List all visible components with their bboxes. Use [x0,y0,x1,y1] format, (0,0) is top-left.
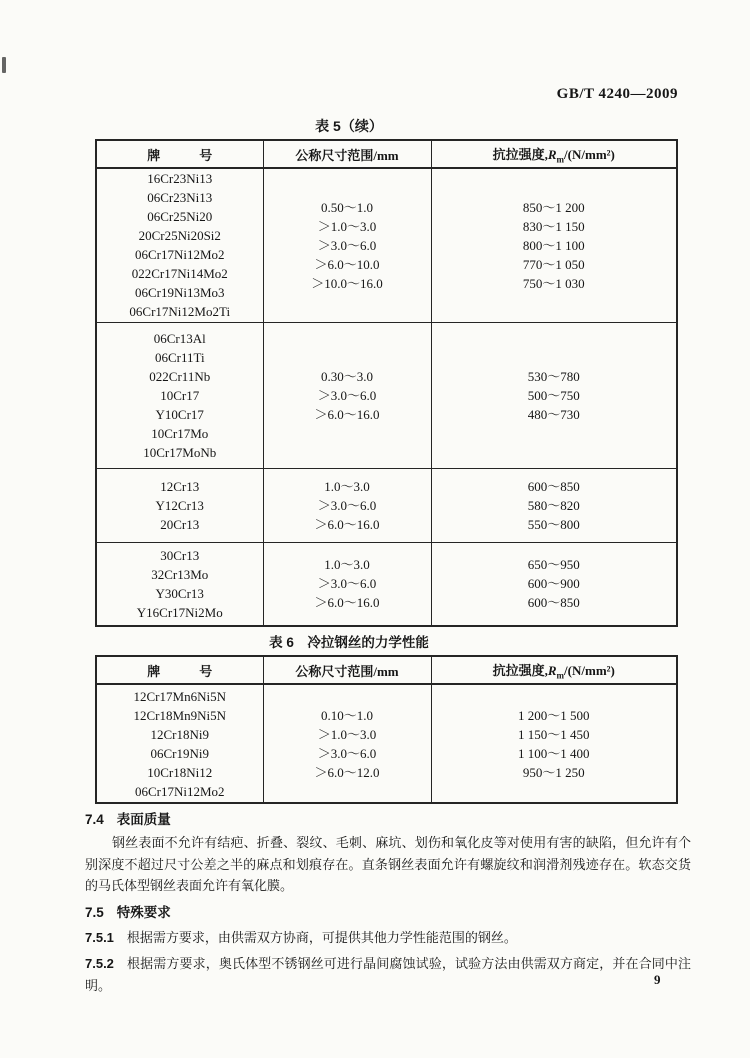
strength-range: 530～780 [527,368,580,384]
text-sections [85,811,691,996]
grade-name: 10Cr17MoNb [143,444,217,460]
page-content [85,116,691,996]
strength-range: 600～850 [527,478,580,494]
grade-name: 20Cr25Ni20Si2 [138,228,221,244]
grade-name: 20Cr13 [160,516,200,532]
strength-column-header [431,656,677,684]
grade-name: 30Cr13 [160,547,200,563]
size-column-header: 公称尺寸范围/mm [263,656,431,684]
size-range: ＞1.0～3.0 [317,218,377,234]
size-range: ＞3.0～6.0 [317,237,377,253]
grade-group-row [96,322,677,468]
strength-range: 480～730 [527,406,580,422]
scan-artifact-mark [2,57,6,73]
grade-name: 12Cr18Ni9 [150,726,209,742]
grade-name: 06Cr19Ni9 [150,745,209,761]
strength-range: 800～1 100 [522,237,585,253]
size-range: ＞3.0～6.0 [317,576,377,592]
grade-name-cell [96,168,263,322]
strength-range-cell [431,684,677,803]
size-range: ＞6.0～16.0 [314,516,380,532]
table6 [95,655,678,804]
strength-header-suffix: /(N/mm²) [564,662,615,678]
grade-name: 022Cr11Nb [149,368,211,384]
size-range: ＞6.0～16.0 [314,595,380,611]
strength-header-prefix: 抗拉强度, [492,146,548,162]
strength-range: 550～800 [527,516,580,532]
section-7-4-paragraph: 钢丝表面不允许有结疤、折叠、裂纹、毛刺、麻坑、划伤和氧化皮等对使用有害的缺陷，但允许有个别深度不超过尺寸公差之半的麻点和划痕存在。直条钢丝表面允许有螺旋纹和润滑剂残迹存在。软态交货的马氏体型钢丝表面允许有氧化膜。 [85,835,691,893]
section-number: 7.4 [85,812,104,827]
grade-column-header: 牌 号 [96,140,263,168]
section-7-5-heading [85,904,691,922]
strength-range: 1 200～1 500 [517,707,590,723]
grade-name: 06Cr25Ni20 [147,209,213,225]
size-range-cell [263,684,431,803]
strength-header-suffix: /(N/mm²) [564,146,615,162]
strength-range-cell [431,168,677,322]
size-range: ＞3.0～6.0 [317,387,377,403]
grade-name: 10Cr17Mo [151,425,209,441]
strength-range: 770～1 050 [522,256,585,272]
size-range-cell [263,468,431,542]
table5-body [96,168,677,626]
grade-name: 12Cr17Mn6Ni5N [133,688,226,704]
grade-name: 12Cr18Mn9Ni5N [133,707,226,723]
standard-code: GB/T 4240—2009 [556,86,678,102]
grade-name: 06Cr19Ni13Mo3 [134,285,225,301]
size-range-cell [263,542,431,626]
size-range: ＞3.0～6.0 [317,497,377,513]
grade-name: 10Cr18Ni12 [147,764,213,780]
clause-number: 7.5.1 [85,929,114,945]
strength-range: 950～1 250 [522,764,585,780]
grade-group-row [96,542,677,626]
table6-header-row [96,656,677,684]
strength-range-cell [431,542,677,626]
grade-name: 16Cr23Ni13 [147,171,213,187]
grade-group-row [96,168,677,322]
grade-name: 06Cr23Ni13 [147,190,213,206]
strength-range: 500～750 [527,387,580,403]
strength-range: 850～1 200 [522,199,585,215]
grade-group-row [96,684,677,803]
size-range: ＞6.0～10.0 [314,256,380,272]
grade-name: 06Cr11Ti [154,349,205,365]
strength-range-cell [431,322,677,468]
grade-column-header: 牌 号 [96,656,263,684]
size-range: ＞6.0～12.0 [314,764,380,780]
section-7-4-heading [85,811,691,829]
strength-range: 1 150～1 450 [517,726,590,742]
size-range: ＞10.0～16.0 [311,275,383,291]
strength-range: 600～850 [527,595,580,611]
strength-symbol: R [547,662,557,678]
size-range: 1.0～3.0 [324,478,370,494]
strength-symbol: R [547,146,557,162]
table6-body [96,684,677,803]
size-range: 0.10～1.0 [320,707,373,723]
size-range: 1.0～3.0 [324,557,370,573]
grade-name: Y30Cr13 [155,585,204,601]
grade-name: Y10Cr17 [155,406,204,422]
clause-text: 根据需方要求，奥氏体型不锈钢丝可进行晶间腐蚀试验，试验方法由供需双方商定，并在合同中注明。 [85,956,691,993]
grade-name-cell [96,542,263,626]
strength-range-cell [431,468,677,542]
size-range-cell [263,322,431,468]
grade-name: Y16Cr17Ni2Mo [136,604,223,620]
grade-name: 06Cr13Al [153,330,206,346]
grade-name: 022Cr17Ni14Mo2 [131,266,228,282]
page-number: 9 [654,972,661,987]
table5-header-row [96,140,677,168]
clause-7-5-1 [85,927,691,949]
size-range: 0.30～3.0 [320,368,373,384]
table5 [95,139,678,627]
grade-group-row [96,468,677,542]
grade-name: 32Cr13Mo [151,566,209,582]
size-column-header: 公称尺寸范围/mm [263,140,431,168]
grade-name-cell [96,468,263,542]
section-number: 7.5 [85,904,104,920]
size-range: ＞3.0～6.0 [317,745,377,761]
clause-text: 根据需方要求，由供需双方协商，可提供其他力学性能范围的钢丝。 [126,929,517,945]
grade-name: 12Cr13 [160,478,200,494]
size-range: ＞1.0～3.0 [317,726,377,742]
table5-title: 表 5（续） [315,118,383,134]
grade-name-cell [96,322,263,468]
grade-name: 06Cr17Ni12Mo2Ti [129,304,231,320]
grade-name: 10Cr17 [160,387,200,403]
clause-7-5-2 [85,953,691,996]
section-title: 表面质量 [116,812,171,827]
grade-name: Y12Cr13 [155,497,204,513]
strength-subscript: m [556,154,565,165]
clause-number: 7.5.2 [85,956,114,971]
strength-range: 750～1 030 [522,275,585,291]
strength-range: 1 100～1 400 [517,745,590,761]
strength-subscript: m [556,670,565,681]
size-range: ＞6.0～16.0 [314,406,380,422]
strength-range: 580～820 [527,497,580,513]
strength-header-prefix: 抗拉强度, [492,662,548,678]
section-title: 特殊要求 [116,904,171,920]
size-range: 0.50～1.0 [320,199,373,215]
table6-title: 表 6 冷拉钢丝的力学性能 [269,635,429,650]
grade-name: 06Cr17Ni12Mo2 [134,247,225,263]
strength-range: 650～950 [527,557,580,573]
grade-name: 06Cr17Ni12Mo2 [134,783,225,799]
strength-range: 830～1 150 [522,218,585,234]
grade-name-cell [96,684,263,803]
strength-column-header [431,140,677,168]
strength-range: 600～900 [527,576,580,592]
size-range-cell [263,168,431,322]
